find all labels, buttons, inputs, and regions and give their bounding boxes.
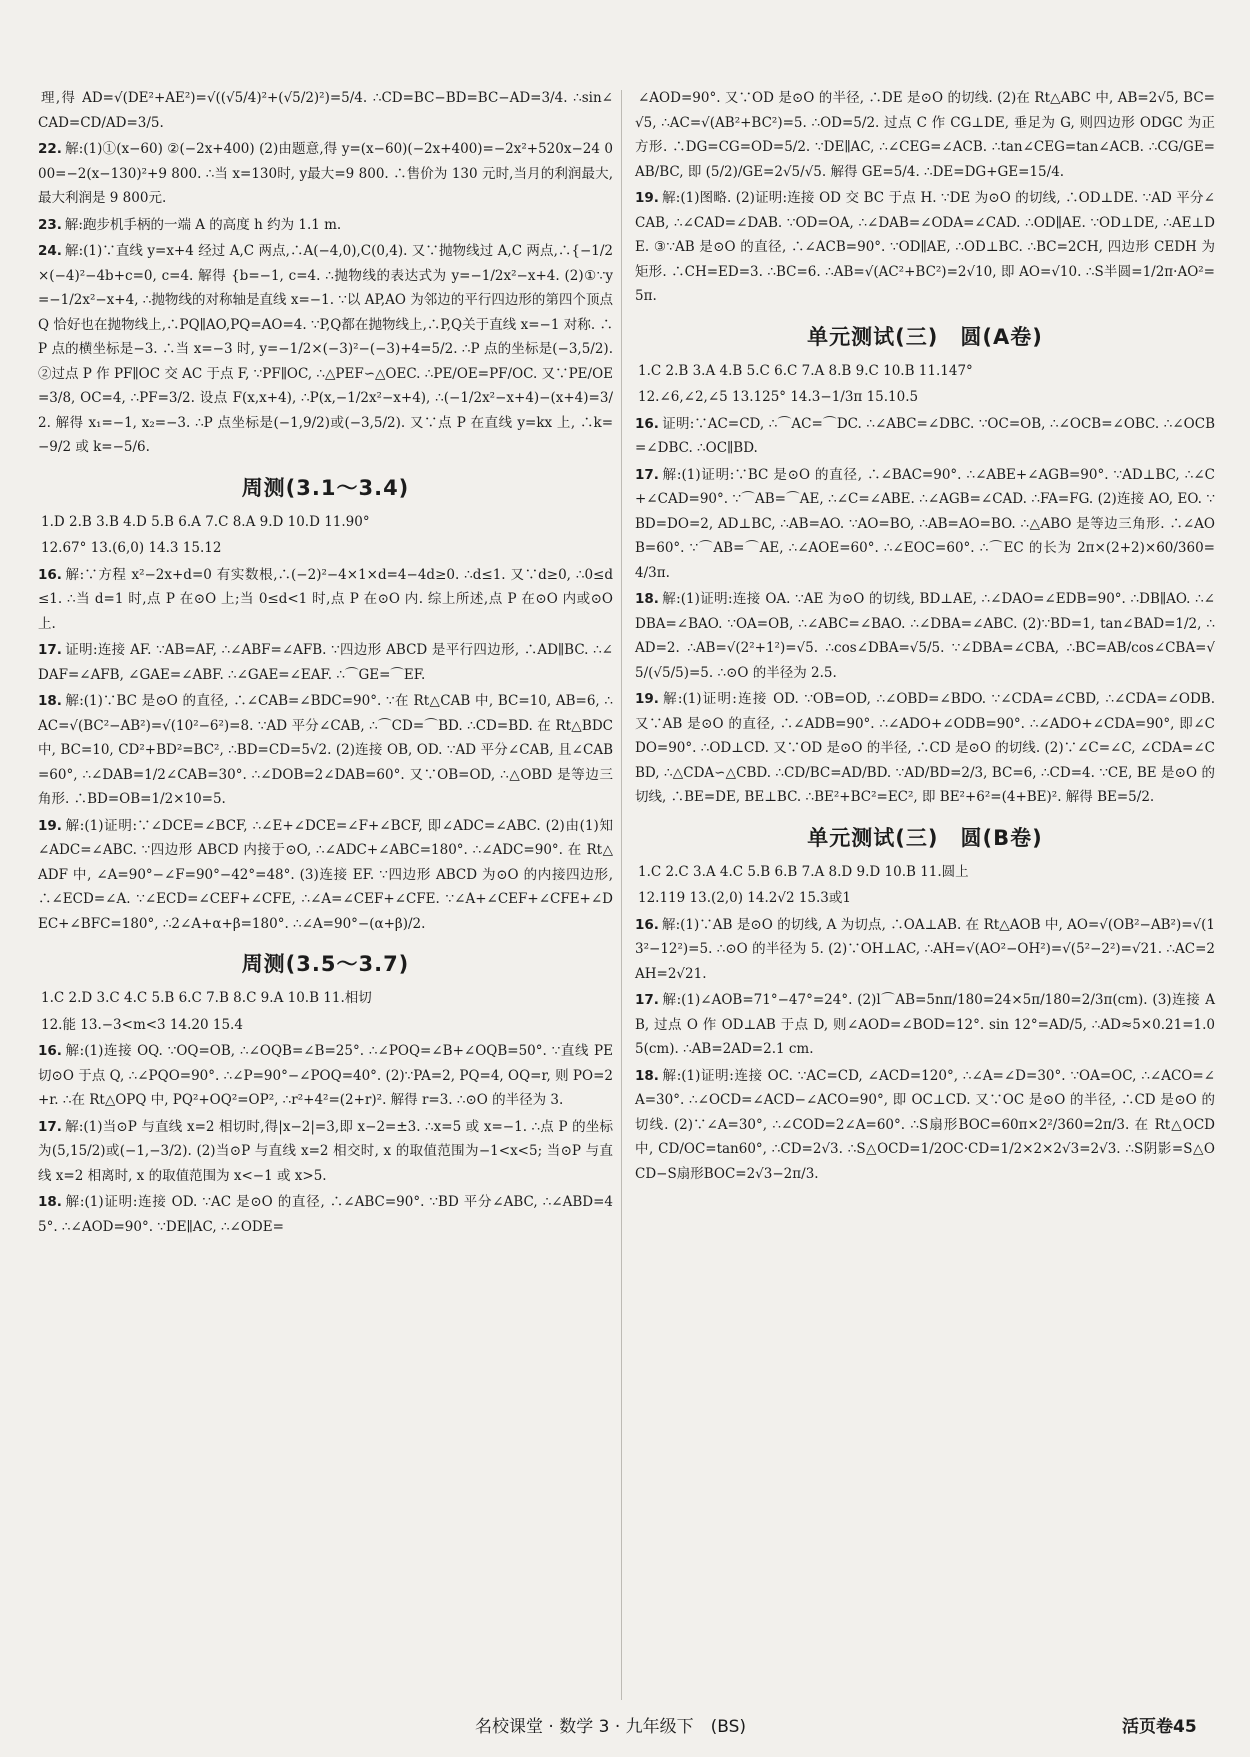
answer-entry: 12.∠6,∠2,∠5 13.125° 14.3−1/3π 15.10.5 <box>638 389 919 405</box>
answer-entry: 17. 解:(1)证明:∵BC 是⊙O 的直径, ∴∠BAC=90°. ∴∠ABE+∠AGB=90°. ∵AD⊥BC, ∴∠C+∠CAD=90°. ∵⌒AB=⌒AE, ∴∠C=∠ABE. ∴∠AGB=∠CAD. ∴FA=FG. (2)连接 AO, EO. ∵BD=DO=2, AD⊥BC, ∴AB=AO. ∵AO=BO, ∴AB=AO=BO. ∴△ABO 是等边三角形. ∴∠AOB=60°. ∵⌒AB=⌒AE, ∴∠AOE=60°. ∴∠EOC=60°. ∴⌒EC 的长为 2π×(2+2)×60/360=4/3π. <box>635 466 1215 581</box>
answer-entry: 24. 解:(1)∵直线 y=x+4 经过 A,C 两点,∴A(−4,0),C(0,4). 又∵抛物线过 A,C 两点,∴{−1/2×(−4)²−4b+c=0, c=4. 解得 {b=−1, c=4. ∴抛物线的表达式为 y=−1/2x²−x+4. (2)①∵y=−1/2x²−x+4, ∴抛物线的对称轴是直线 x=−1. ∵以 AP,AO 为邻边的平行四边形的第四个顶点 Q 恰好也在抛物线上,∴PQ∥AO,PQ=AO=4. ∵P,Q都在抛物线上,∴P,Q关于直线 x=−1 对称. ∴P 点的横坐标是−3. ∴当 x=−3 时, y=−1/2×(−3)²−(−3)+4=5/2. ∴P 点的坐标是(−3,5/2). ②过点 P 作 PF∥OC 交 AC 于点 F, ∵PF∥OC, ∴△PEF∽△OEC. ∴PE/OE=PF/OC. 又∵PE/OE=3/8, OC=4, ∴PF=3/2. 设点 F(x,x+4), ∴P(x,−1/2x²−x+4), ∴(−1/2x²−x+4)−(x+4)=3/2. 解得 x₁=−1, x₂=−3. ∴P 点坐标是(−1,9/2)或(−3,5/2). 又∵点 P 在直线 y=kx 上, ∴k=−9/2 或 k=−5/6. <box>38 243 613 455</box>
footer-book-title: 名校课堂 · 数学 3 · 九年级下 (BS) <box>475 1717 747 1737</box>
footer-page-number: 活页卷45 <box>1122 1717 1197 1737</box>
answer-entry: 16. 解:(1)连接 OQ. ∵OQ=OB, ∴∠OQB=∠B=25°. ∴∠POQ=∠B+∠OQB=50°. ∵直线 PE 切⊙O 于点 Q, ∴∠PQO=90°. ∴∠P=90°−∠POQ=40°. (2)∵PA=2, PQ=4, OQ=r, 则 PO=2+r. ∴在 Rt△OPQ 中, PQ²+OQ²=OP², ∴r²+4²=(2+r)². 解得 r=3. ∴⊙O 的半径为 3. <box>38 1043 613 1108</box>
answer-entry: ∠AOD=90°. 又∵OD 是⊙O 的半径, ∴DE 是⊙O 的切线. (2)在 Rt△ABC 中, AB=2√5, BC=√5, ∴AC=√(AB²+BC²)=5. ∴OD=5/2. 过点 C 作 CG⊥DE, 垂足为 G, 则四边形 ODGC 为正方形. ∴DG=CG=OD=5/2. ∵DE∥AC, ∴∠CEG=∠ACB. ∴tan∠CEG=tan∠ACB. ∴CG/GE=AB/BC, 即 (5/2)/GE=2√5/√5. 解得 GE=5/4. ∴DE=DG+GE=15/4. <box>635 90 1215 180</box>
right-intro-list <box>635 86 1215 309</box>
answer-entry: 1.C 2.C 3.A 4.C 5.B 6.B 7.A 8.D 9.D 10.B 11.圆上 <box>638 863 969 880</box>
answer-entry: 16. 证明:∵AC=CD, ∴⌒AC=⌒DC. ∴∠ABC=∠DBC. ∵OC=OB, ∴∠OCB=∠OBC. ∴∠OCB=∠DBC. ∴OC∥BD. <box>635 415 1215 456</box>
answer-entry: 1.C 2.B 3.A 4.B 5.C 6.C 7.A 8.B 9.C 10.B 11.147° <box>638 362 973 379</box>
answer-entry: 12.119 13.(2,0) 14.2√2 15.3或1 <box>638 890 851 906</box>
answer-entry: 1.C 2.D 3.C 4.C 5.B 6.C 7.B 8.C 9.A 10.B 11.相切 <box>41 990 372 1006</box>
answer-entry: 23. 解:跑步机手柄的一端 A 的高度 h 约为 1.1 m. <box>38 216 342 233</box>
answer-entry: 19. 解:(1)证明:连接 OD. ∵OB=OD, ∴∠OBD=∠BDO. ∵∠CDA=∠CBD, ∴∠CDA=∠ODB. 又∵AB 是⊙O 的直径, ∴∠ADB=90°. ∴∠ADO+∠ODB=90°. ∴∠ADO+∠CDA=90°, 即∠CDO=90°. ∴OD⊥CD. 又∵OD 是⊙O 的半径, ∴CD 是⊙O 的切线. (2)∵∠C=∠C, ∠CDA=∠CBD, ∴△CDA∽△CBD. ∴CD/BC=AD/BD. ∵AD/BD=2/3, BC=6, ∴CD=4. ∵CE, BE 是⊙O 的切线, ∴BE=DE, BE⊥BC. ∴BE²+BC²=EC², 即 BE²+6²=(4+BE)². 解得 BE=5/2. <box>635 691 1215 805</box>
section-answer-list <box>38 986 613 1239</box>
answer-entry: 16. 解:(1)∵AB 是⊙O 的切线, A 为切点, ∴OA⊥AB. 在 Rt△AOB 中, AO=√(OB²−AB²)=√(13²−12²)=5. ∴⊙O 的半径为 5. (2)∵OH⊥AC, ∴AH=√(AO²−OH²)=√(5²−2²)=√21. ∴AC=2AH=2√21. <box>635 916 1215 982</box>
answer-entry: 19. 解:(1)图略. (2)证明:连接 OD 交 BC 于点 H. ∵DE 为⊙O 的切线, ∴OD⊥DE. ∵AD 平分∠CAB, ∴∠CAD=∠DAB. ∵OD=OA, ∴∠DAB=∠ODA=∠CAD. ∴OD∥AE. ∵OD⊥DE, ∴AE⊥DE. ③∵AB 是⊙O 的直径, ∴∠ACB=90°. ∵OD∥AE, ∴OD⊥BC. ∴BC=2CH, 四边形 CEDH 为矩形. ∴CH=ED=3. ∴BC=6. ∴AB=√(AC²+BC²)=2√10, 即 AO=√10. ∴S半圆=1/2π·AO²=5π. <box>635 190 1215 304</box>
column-divider <box>621 90 622 1700</box>
answer-entry: 18. 解:(1)∵BC 是⊙O 的直径, ∴∠CAB=∠BDC=90°. ∵在 Rt△CAB 中, BC=10, AB=6, ∴AC=√(BC²−AB²)=√(10²−6²)=8. ∵AD 平分∠CAB, ∴⌒CD=⌒BD. ∴CD=BD. 在 Rt△BDC 中, BC=10, CD²+BD²=BC², ∴BD=CD=5√2. (2)连接 OB, OD. ∵AD 平分∠CAB, 且∠CAB=60°, ∴∠DAB=1/2∠CAB=30°. ∴∠DOB=2∠DAB=60°. 又∵OB=OD, ∴△OBD 是等边三角形. ∴BD=OB=1/2×10=5. <box>38 693 613 807</box>
left-column <box>38 86 613 1241</box>
section-answer-list <box>635 359 1215 810</box>
answer-entry: 18. 解:(1)证明:连接 OC. ∵AC=CD, ∠ACD=120°, ∴∠A=∠D=30°. ∵OA=OC, ∴∠ACO=∠A=30°. ∴∠OCD=∠ACD−∠ACO=90°, 即 OC⊥CD. 又∵OC 是⊙O 的半径, ∴CD 是⊙O 的切线. (2)∵∠A=30°, ∴∠COD=2∠A=60°. ∴S扇形BOC=60π×2²/360=2π/3. 在 Rt△OCD 中, CD/OC=tan60°, ∴CD=2√3. ∴S△OCD=1/2OC·CD=1/2×2×2√3=2√3. ∴S阴影=S△OCD−S扇形BOC=2√3−2π/3. <box>635 1067 1215 1182</box>
answer-entry: 19. 解:(1)证明:∵∠DCE=∠BCF, ∴∠E+∠DCE=∠F+∠BCF, 即∠ADC=∠ABC. (2)由(1)知∠ADC=∠ABC. ∵四边形 ABCD 内接于⊙O, ∴∠ADC+∠ABC=180°. ∴∠ADC=90°. 在 Rt△ADF 中, ∠A=90°−∠F=90°−42°=48°. (3)连接 EF. ∵四边形 ABCD 为⊙O 的内接四边形, ∴∠ECD=∠A. ∵∠ECD=∠CEF+∠CFE, ∴∠A=∠CEF+∠CFE. ∵∠A+∠CEF+∠CFE+∠DEC+∠BFC=180°, ∴2∠A+α+β=180°. ∴∠A=90°−(α+β)/2. <box>38 817 613 932</box>
section-title: 单元测试(三) 圆(B卷) <box>807 825 1043 850</box>
answer-entry: 16. 解:∵方程 x²−2x+d=0 有实数根,∴(−2)²−4×1×d=4−4d≥0. ∴d≤1. 又∵d≥0, ∴0≤d≤1. ∴当 d=1 时,点 P 在⊙O 上;当 0≤d<1 时,点 P 在⊙O 内. 综上所述,点 P 在⊙O 内或⊙O 上. <box>38 566 613 632</box>
answer-entry: 22. 解:(1)①(x−60) ②(−2x+400) (2)由题意,得 y=(x−60)(−2x+400)=−2x²+520x−24 000=−2(x−130)²+9 800. ∴当 x=130时, y最大=9 800. ∴售价为 130 元时,当月的利润最大,最大利润是 9 800元. <box>38 141 613 206</box>
section-answer-list <box>38 510 613 937</box>
answer-entry: 12.67° 13.(6,0) 14.3 15.12 <box>41 540 222 556</box>
answer-entry: 18. 解:(1)证明:连接 OD. ∵AC 是⊙O 的直径, ∴∠ABC=90°. ∵BD 平分∠ABC, ∴∠ABD=45°. ∴∠AOD=90°. ∵DE∥AC, ∴∠ODE= <box>38 1194 613 1235</box>
answer-entry: 17. 解:(1)当⊙P 与直线 x=2 相切时,得|x−2|=3,即 x−2=±3. ∴x=5 或 x=−1. ∴点 P 的坐标为(5,15/2)或(−1,−3/2). (2)当⊙P 与直线 x=2 相交时, x 的取值范围为−1<x<5; 当⊙P 与直线 x=2 相离时, x 的取值范围为 x<−1 或 x>5. <box>38 1118 613 1184</box>
section-answer-list <box>635 860 1215 1187</box>
right-column <box>635 86 1215 1188</box>
section-title: 周测(3.5～3.7) <box>241 952 410 976</box>
section-title: 周测(3.1～3.4) <box>241 475 410 500</box>
answer-entry: 理,得 AD=√(DE²+AE²)=√((√5/4)²+(√5/2)²)=5/4. ∴CD=BC−BD=BC−AD=3/4. ∴sin∠CAD=CD/AD=3/5. <box>38 90 613 131</box>
answer-entry: 17. 解:(1)∠AOB=71°−47°=24°. (2)l⌒AB=5nπ/180=24×5π/180=2/3π(cm). (3)连接 AB, 过点 O 作 OD⊥AB 于点 D, 则∠AOD=∠BOD=12°. sin 12°=AD/5, ∴AD≈5×0.21=1.05(cm). ∴AB=2AD=2.1 cm. <box>635 992 1215 1057</box>
answer-entry: 1.D 2.B 3.B 4.D 5.B 6.A 7.C 8.A 9.D 10.D 11.90° <box>41 513 370 530</box>
answer-entry: 18. 解:(1)证明:连接 OA. ∵AE 为⊙O 的切线, BD⊥AE, ∴∠DAO=∠EDB=90°. ∴DB∥AO. ∴∠DBA=∠BAO. ∵OA=OB, ∴∠ABC=∠BAO. ∴∠DBA=∠ABC. (2)∵BD=1, tan∠BAD=1/2, ∴AD=2. ∴AB=√(2²+1²)=√5. ∴cos∠DBA=√5/5. ∵∠DBA=∠CBA, ∴BC=AB/cos∠CBA=√5/(√5/5)=5. ∴⊙O 的半径为 2.5. <box>635 591 1215 681</box>
answer-entry: 17. 证明:连接 AF. ∵AB=AF, ∴∠ABF=∠AFB. ∵四边形 ABCD 是平行四边形, ∴AD∥BC. ∴∠DAF=∠AFB, ∠GAE=∠ABF. ∴∠GAE=∠EAF. ∴⌒GE=⌒EF. <box>38 642 613 683</box>
left-intro-list <box>38 86 613 460</box>
section-title: 单元测试(三) 圆(A卷) <box>807 324 1043 349</box>
answer-entry: 12.能 13.−3<m<3 14.20 15.4 <box>41 1016 243 1033</box>
